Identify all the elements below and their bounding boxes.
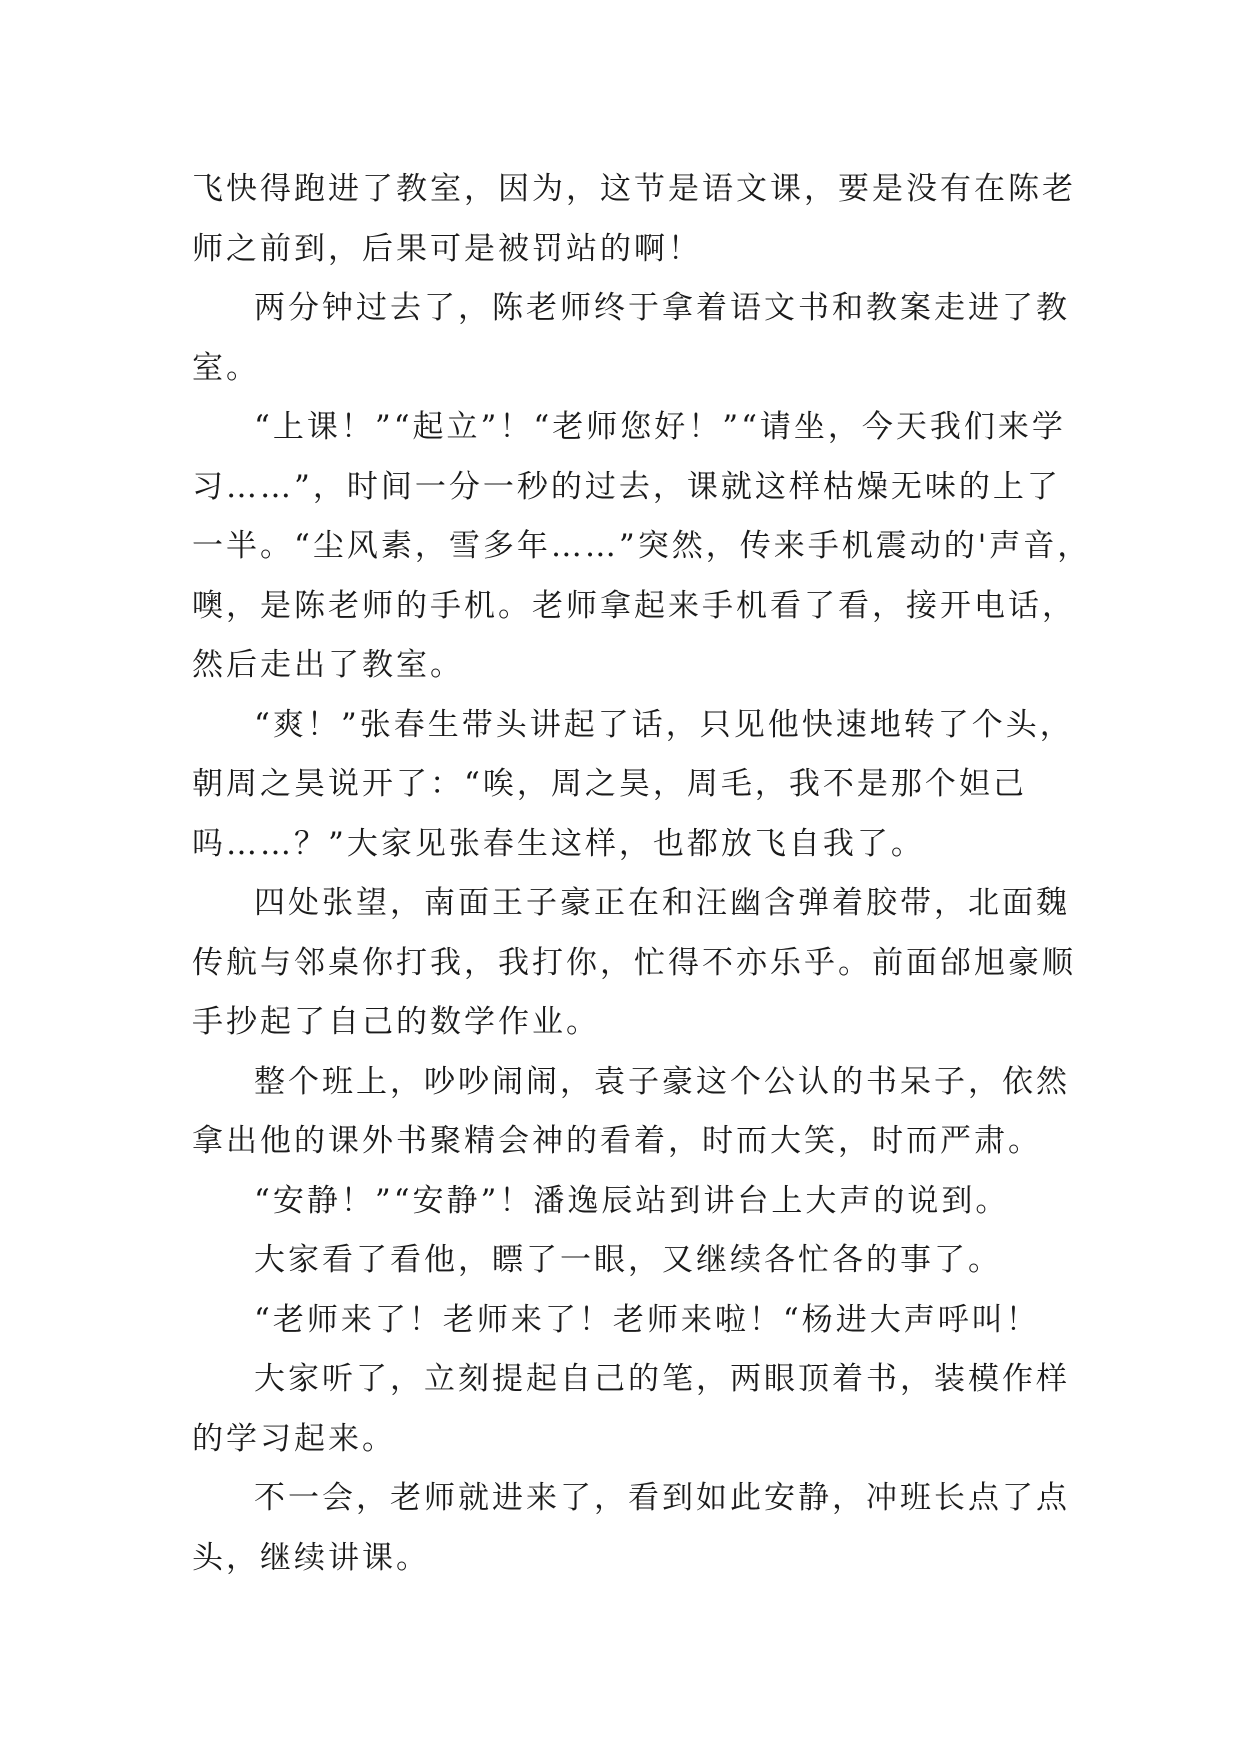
text-line: 不一会，老师就进来了，看到如此安静，冲班长点了点 <box>254 1480 1070 1516</box>
text-line: 拿出他的课外书聚精会神的看着，时而大笑，时而严肃。 <box>192 1123 1042 1159</box>
text-line: 两分钟过去了，陈老师终于拿着语文书和教案走进了教 <box>254 290 1070 326</box>
text-line: 噢，是陈老师的手机。老师拿起来手机看了看，接开电话， <box>192 587 1076 624</box>
text-line: “爽！”张春生带头讲起了话，只见他快速地转了个头， <box>254 706 1074 743</box>
text-line: 然后走出了教室。 <box>192 647 464 683</box>
text-line: 习……”，时间一分一秒的过去，课就这样枯燥无味的上了 <box>192 468 1061 505</box>
text-line: 大家听了，立刻提起自己的笔，两眼顶着书，装模作样 <box>254 1361 1070 1397</box>
text-line: 头，继续讲课。 <box>192 1539 430 1576</box>
text-line: 师之前到，后果可是被罚站的啊！ <box>192 230 702 267</box>
text-line: 大家看了看他，瞟了一眼，又继续各忙各的事了。 <box>254 1242 1002 1278</box>
text-line: 吗……？”大家见张春生这样，也都放飞自我了。 <box>192 825 925 862</box>
text-line: “老师来了！老师来了！老师来啦！“杨进大声呼叫！ <box>254 1301 1040 1338</box>
text-line: 的学习起来。 <box>192 1420 396 1457</box>
text-line: 飞快得跑进了教室，因为，这节是语文课，要是没有在陈老 <box>192 171 1076 207</box>
document-body <box>192 160 1092 1588</box>
text-line: 一半。“尘风素，雪多年……”突然，传来手机震动的'声音， <box>192 528 1092 564</box>
text-line: 整个班上，吵吵闹闹，袁子豪这个公认的书呆子，依然 <box>254 1063 1070 1100</box>
text-line: “安静！”“安静”！潘逸辰站到讲台上大声的说到。 <box>254 1182 1010 1219</box>
text-line: 室。 <box>192 349 260 386</box>
text-line: 手抄起了自己的数学作业。 <box>192 1004 600 1040</box>
text-line: 传航与邻桌你打我，我打你，忙得不亦乐乎。前面邰旭豪顺 <box>192 944 1076 981</box>
text-line: 朝周之昊说开了：“唉，周之昊，周毛，我不是那个妲己 <box>192 766 1027 802</box>
text-line: 四处张望，南面王子豪正在和汪幽含弹着胶带，北面魏 <box>254 885 1070 921</box>
text-line: “上课！”“起立”！“老师您好！”“请坐，今天我们来学 <box>254 409 1066 445</box>
